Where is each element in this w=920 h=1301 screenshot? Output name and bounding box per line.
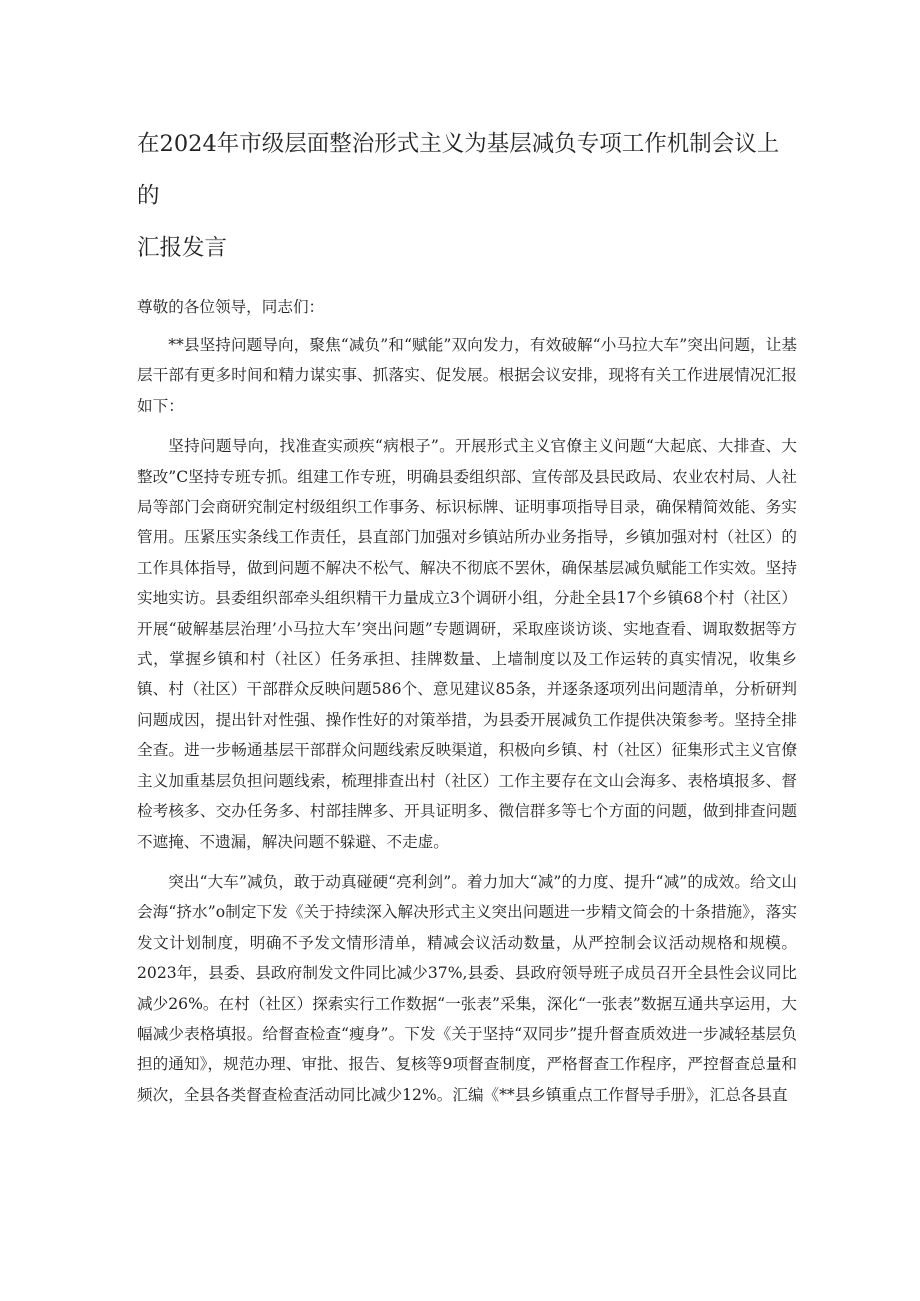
document-page	[137, 118, 797, 1110]
body-paragraph: 坚持问题导向，找准查实顽疾“病根子”。开展形式主义官僚主义问题“大起底、大排查、大整改”C坚持专班专抓。组建工作专班，明确县委组织部、宣传部及县民政局、农业农村局、人社局等部门会商研究制定村级组织工作事务、标识标牌、证明事项指导目录，确保精简效能、务实管用。压紧压实条线工作责任，县直部门加强对乡镇站所办业务指导，乡镇加强对村（社区）的工作具体指导，做到问题不解决不松气、解决不彻底不罢休，确保基层减负赋能工作实效。坚持实地实访。县委组织部牵头组织精干力量成立3个调研小组，分赴全县17个乡镇68个村（社区）开展“破解基层治理’小马拉大车’突出问题”专题调研，采取座谈访谈、实地查看、调取数据等方式，掌握乡镇和村（社区）任务承担、挂牌数量、上墙制度以及工作运转的真实情况，收集乡镇、村（社区）干部群众反映问题586个、意见建议85条，并逐条逐项列出问题清单，分析研判问题成因，提出针对性强、操作性好的对策举措，为县委开展减负工作提供决策参考。坚持全排全查。进一步畅通基层干部群众问题线索反映渠道，积极向乡镇、村（社区）征集形式主义官僚主义加重基层负担问题线索，梳理排查出村（社区）工作主要存在文山会海多、表格填报多、督检考核多、交办任务多、村部挂牌多、开具证明多、微信群多等七个方面的问题，做到排查问题不遮掩、不遗漏，解决问题不躲避、不走虚。	[137, 437, 797, 851]
body-paragraph: 突出“大车”减负，敢于动真碰硬“亮利剑”。着力加大“减”的力度、提升“减”的成效。给文山会海“挤水”o制定下发《关于持续深入解决形式主义突出问题进一步精文简会的十条措施》，落实发文计划制度，明确不予发文情形清单，精减会议活动数量，从严控制会议活动规格和规模。2023年，县委、县政府制发文件同比减少37%,县委、县政府领导班子成员召开全县性会议同比减少26%。在村（社区）探索实行工作数据“一张表”采集，深化“一张表”数据互通共享运用，大幅减少表格填报。给督查检查“瘦身”。下发《关于坚持“双同步”提升督查质效进一步减轻基层负担的通知》，规范办理、审批、报告、复核等9项督查制度，严格督查工作程序，严控督查总量和频次，全县各类督查检查活动同比减少12%。汇编《**县乡镇重点工作督导手册》，汇总各县直	[137, 872, 797, 1104]
document-title-line-2: 汇报发言	[137, 235, 228, 261]
salutation: 尊敬的各位领导，同志们：	[137, 298, 325, 316]
document-title	[137, 118, 797, 274]
body-paragraph: **县坚持问题导向，聚焦“减负”和“赋能”双向发力，有效破解“小马拉大车”突出问题，让基层干部有更多时间和精力谋实事、抓落实、促发展。根据会议安排，现将有关工作进展情况汇报如下：	[137, 336, 797, 415]
document-title-line-1: 在2024年市级层面整治形式主义为基层减负专项工作机制会议上的	[137, 131, 780, 209]
